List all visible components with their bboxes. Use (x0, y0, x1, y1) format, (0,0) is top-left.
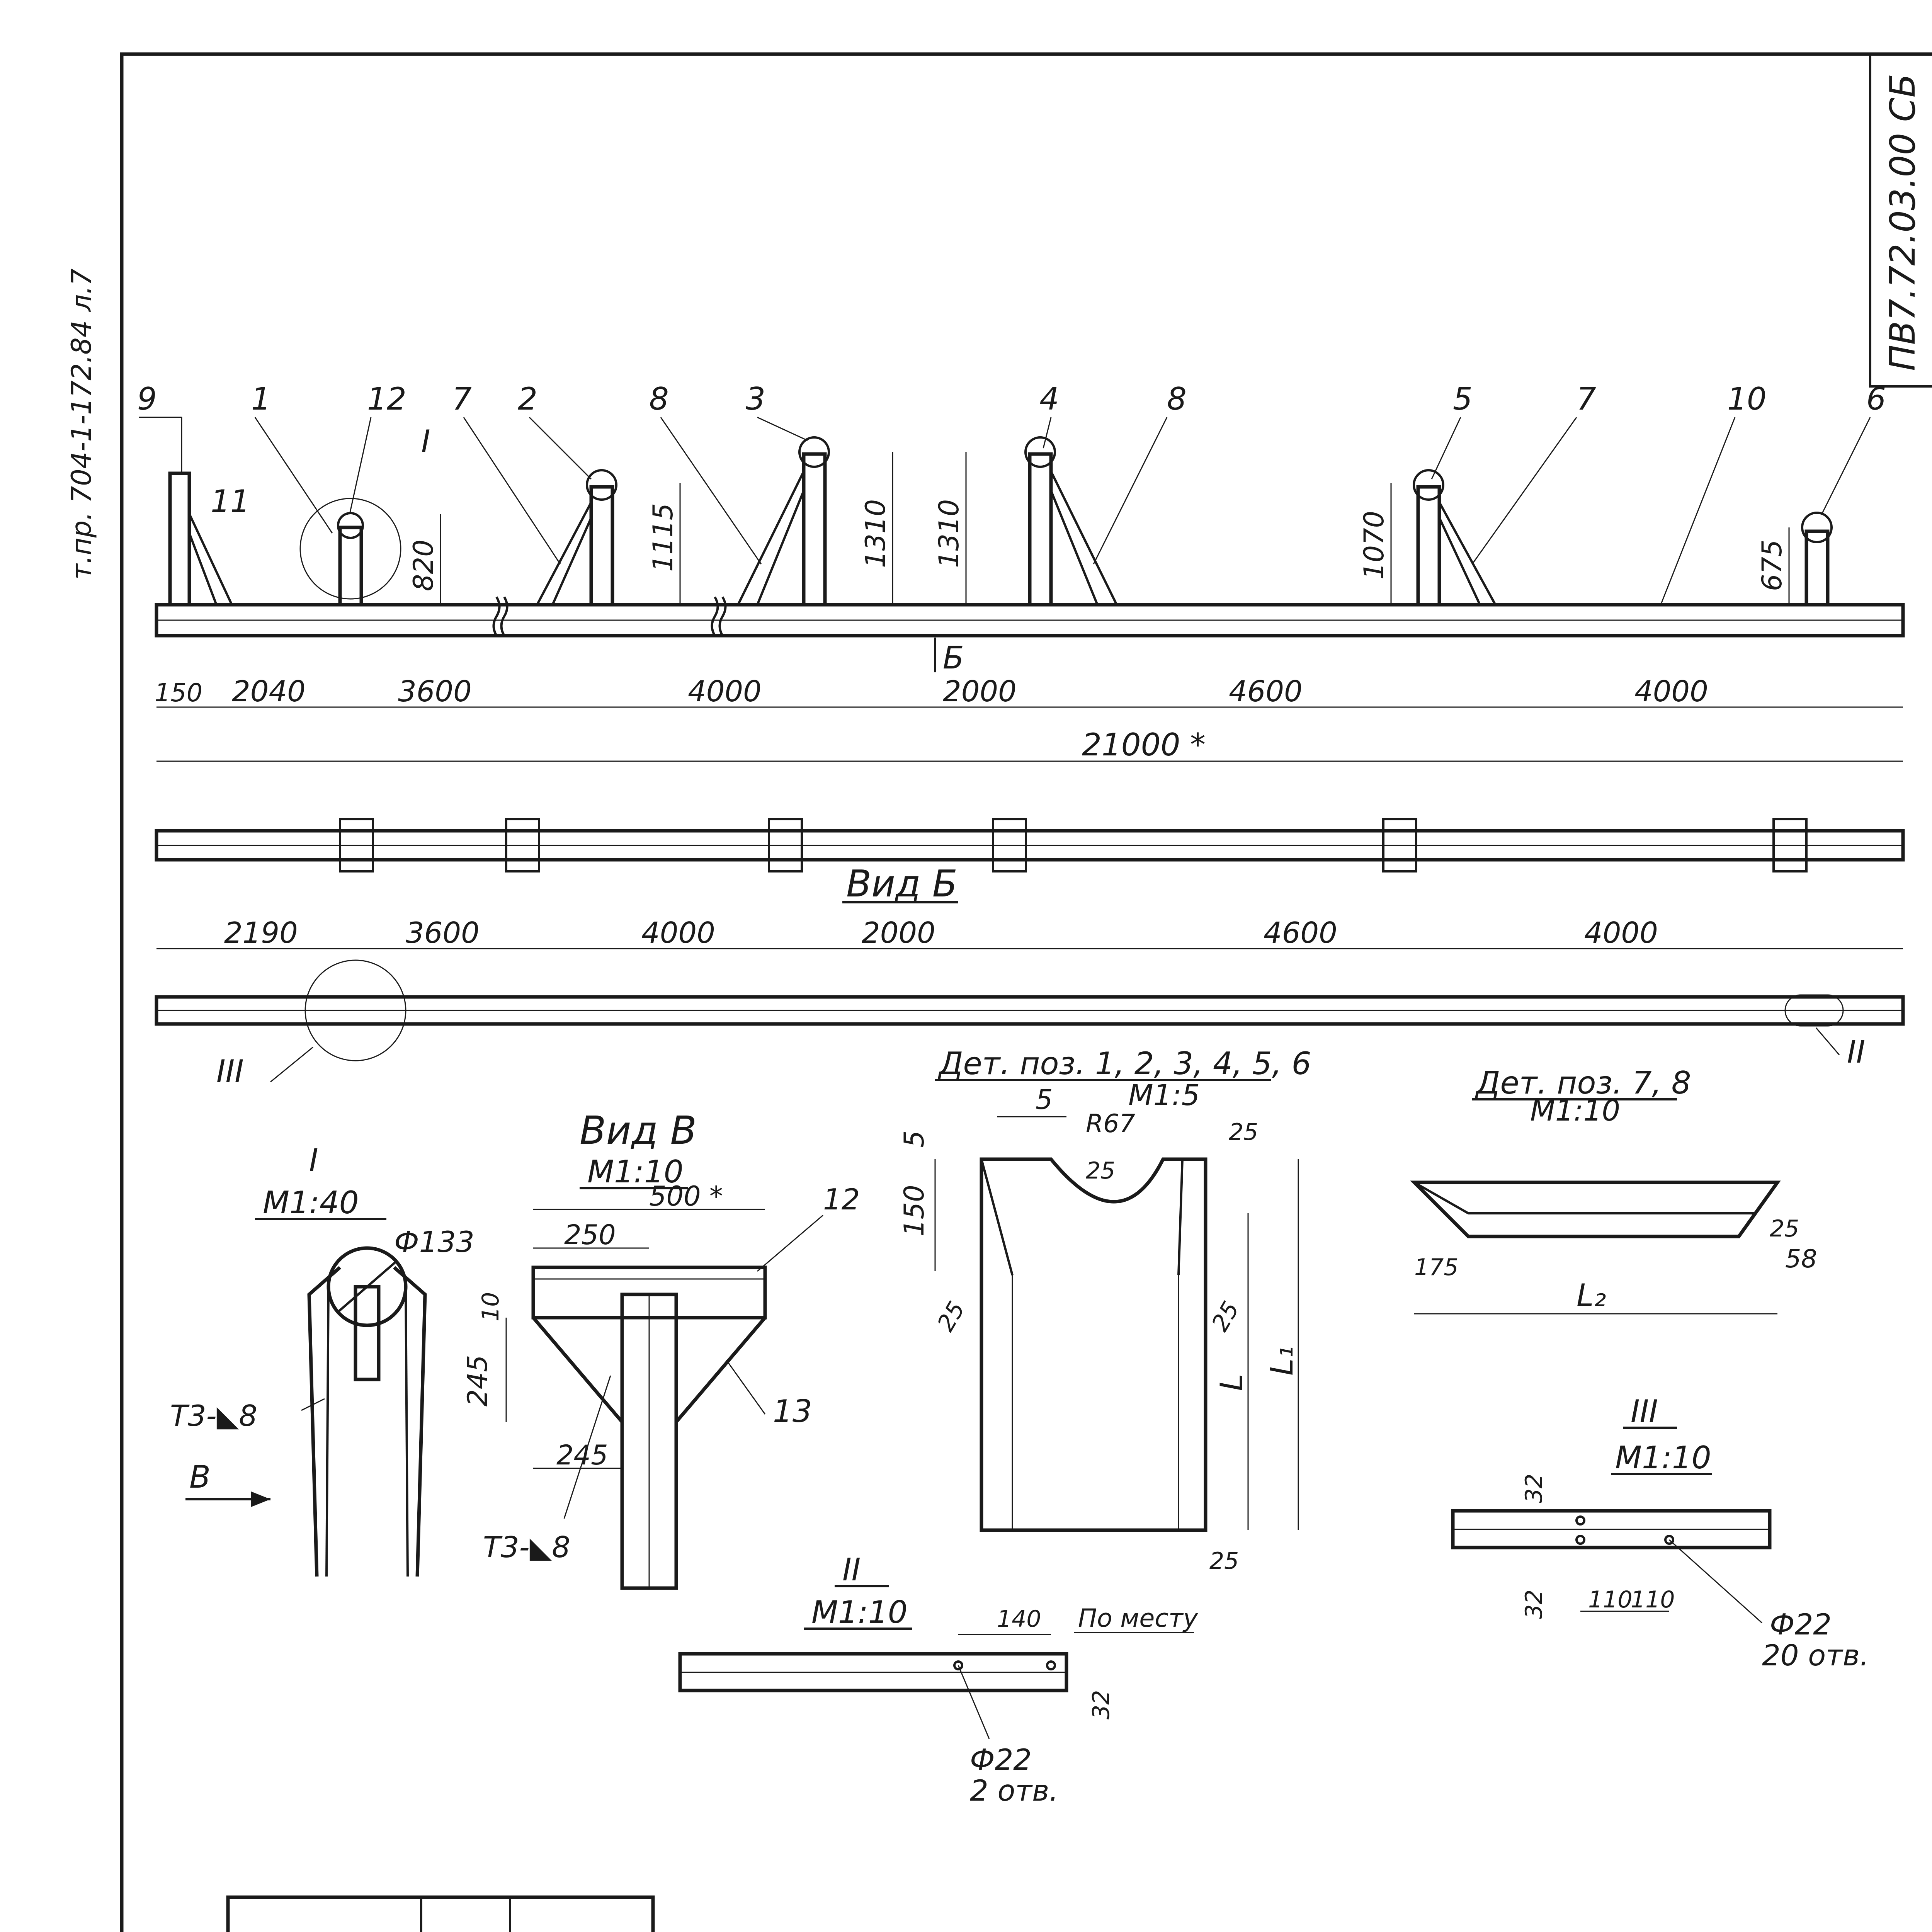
pos-1: 1 (251, 381, 271, 417)
detail-II-in-place: По месту (1078, 1604, 1198, 1633)
detail-III-holes: 20 отв. (1762, 1638, 1869, 1672)
dim-4600: 4600 (1229, 674, 1303, 708)
view-V-arrow-label: В (189, 1459, 211, 1495)
detail-II-32: 32 (1088, 1690, 1115, 1719)
dim-total: 21000 * (1082, 727, 1206, 763)
detail-pos7-8-L2: L₂ (1577, 1277, 1606, 1313)
detail-II-hole: Ф22 (970, 1743, 1032, 1777)
post-6 (1802, 513, 1832, 605)
margin-stamp: т.пр. 704-1-172.84 л.7 (66, 268, 97, 580)
table-l2 (228, 1897, 653, 1932)
detail-pos-1-6 (898, 1046, 1311, 1575)
vb-dim-4600: 4600 (1264, 916, 1337, 950)
height-820: 820 (408, 539, 439, 591)
plan-view (156, 819, 1903, 871)
detail-pos1-6-rough-a: 25 (1229, 1119, 1259, 1146)
detail-pos1-6-rough-d: 25 (1209, 1548, 1239, 1575)
view-v (462, 1108, 860, 1588)
detail-I-weld: Т3-◣8 (170, 1399, 257, 1433)
detail-III-32a: 32 (1520, 1473, 1548, 1503)
dim-3600: 3600 (398, 674, 472, 708)
detail-III-110a: 110 (1588, 1586, 1633, 1613)
detail-pos7-8-175: 175 (1414, 1254, 1459, 1281)
pos-8b: 8 (1167, 381, 1187, 417)
dim-150: 150 (155, 679, 203, 707)
detail-pos1-6-L1: L₁ (1264, 1346, 1300, 1376)
detail-I-diameter: Ф133 (394, 1225, 474, 1259)
height-675: 675 (1756, 539, 1788, 591)
view-v-dim-500: 500 * (649, 1180, 723, 1212)
pos-7a: 7 (452, 381, 472, 417)
pos-6: 6 (1866, 381, 1886, 417)
height-1310a: 1310 (860, 499, 891, 568)
callout-I: I (421, 423, 430, 459)
height-1310b: 1310 (933, 499, 965, 568)
pos-3: 3 (746, 381, 765, 417)
post-2 (537, 470, 616, 605)
pos-10: 10 (1727, 381, 1767, 417)
detail-pos7-8-title: Дет. поз. 7, 8 (1476, 1065, 1691, 1101)
detail-pos-7-8 (1414, 1065, 1817, 1314)
detail-pos1-6-rough-b: 25 (932, 1297, 971, 1336)
dim-4000b: 4000 (1634, 674, 1708, 708)
detail-pos1-6-L: L (1214, 1374, 1250, 1391)
section-mark-B: Б (943, 640, 964, 676)
detail-II-140: 140 (997, 1605, 1041, 1633)
detail-II (680, 1552, 1199, 1808)
vb-dim-4000b: 4000 (1584, 916, 1658, 950)
detail-III-32b: 32 (1520, 1589, 1548, 1619)
dim-4000a: 4000 (688, 674, 762, 708)
view-v-dim-245a: 245 (462, 1355, 493, 1406)
vb-dim-4000a: 4000 (641, 916, 715, 950)
sheet-frame (122, 54, 1932, 1932)
callout-II: II (1847, 1034, 1866, 1070)
view-v-title: Вид В (580, 1108, 697, 1153)
detail-II-holes: 2 отв. (970, 1774, 1059, 1808)
detail-II-title: II (842, 1552, 861, 1588)
view-v-pos-12: 12 (823, 1182, 860, 1216)
pos-12: 12 (367, 381, 406, 417)
height-1070: 1070 (1358, 510, 1390, 580)
end-post-9 (170, 473, 189, 605)
view-v-weld: Т3-◣8 (483, 1530, 570, 1564)
dim-2000: 2000 (943, 674, 1017, 708)
detail-pos1-6-rough-c: 25 (1206, 1297, 1245, 1336)
vb-dim-3600: 3600 (406, 916, 480, 950)
detail-pos1-6-dim5side: 5 (898, 1130, 930, 1148)
vb-dim-2190: 2190 (224, 916, 298, 950)
post-1 (300, 498, 401, 605)
detail-III-scale: M1:10 (1615, 1440, 1711, 1476)
view-v-dim-10: 10 (477, 1292, 504, 1321)
detail-pos1-6-r-rough: 25 (1086, 1157, 1116, 1184)
post-5 (1414, 470, 1495, 605)
view-v-dim-245b: 245 (556, 1439, 608, 1471)
pos-2: 2 (518, 381, 537, 417)
pos-4: 4 (1039, 381, 1059, 417)
detail-I-scale: M1:40 (263, 1185, 359, 1221)
height-1115: 1115 (647, 503, 679, 572)
vb-dim-2000: 2000 (862, 916, 935, 950)
detail-pos1-6-title: Дет. поз. 1, 2, 3, 4, 5, 6 (939, 1046, 1311, 1082)
detail-pos7-8-scale: M1:10 (1530, 1094, 1621, 1128)
pos-11: 11 (211, 483, 250, 519)
detail-III (1453, 1393, 1869, 1672)
view-b-title: Вид Б (846, 863, 957, 905)
detail-I-title: I (309, 1142, 318, 1178)
detail-pos7-8-25: 25 (1770, 1215, 1799, 1242)
detail-pos1-6-dim150: 150 (898, 1185, 930, 1236)
detail-pos1-6-dim5top: 5 (1036, 1084, 1053, 1116)
pos-9: 9 (137, 381, 157, 417)
post-3 (738, 437, 829, 605)
detail-I (170, 1142, 474, 1577)
pos-7b: 7 (1577, 381, 1596, 417)
detail-III-hole: Ф22 (1770, 1607, 1832, 1641)
view-v-dim-250: 250 (564, 1219, 616, 1251)
detail-pos1-6-R67: R67 (1086, 1109, 1135, 1138)
view-v-pos-13: 13 (773, 1393, 812, 1429)
detail-pos1-6-scale: M1:5 (1128, 1078, 1200, 1112)
detail-III-110b: 110 (1631, 1586, 1675, 1613)
main-view (137, 381, 1903, 763)
view-v-scale: M1:10 (587, 1154, 684, 1190)
detail-II-scale: M1:10 (811, 1594, 908, 1630)
detail-pos7-8-58: 58 (1785, 1245, 1817, 1274)
dim-2040: 2040 (232, 674, 306, 708)
detail-III-title: III (1631, 1393, 1658, 1429)
top-stamp-code: ПВ7.72.03.00 СБ (1883, 73, 1923, 371)
callout-III: III (216, 1053, 244, 1089)
post-4 (1026, 437, 1117, 605)
pos-5: 5 (1453, 381, 1473, 417)
pos-8a: 8 (649, 381, 669, 417)
